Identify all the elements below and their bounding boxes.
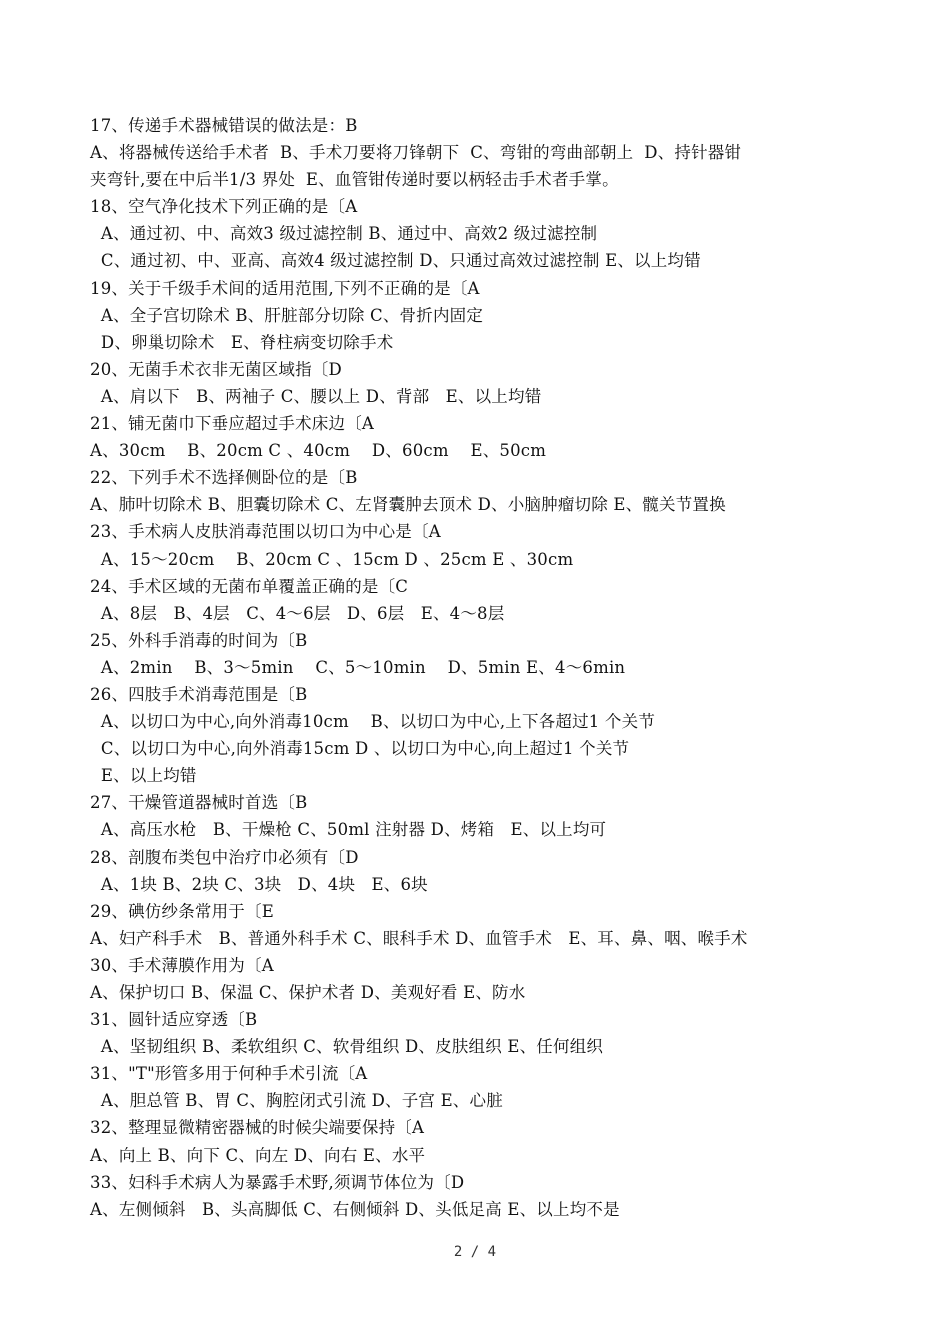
- text-line: A、左侧倾斜 B、头高脚低 C、右侧倾斜 D、头低足高 E、以上均不是: [90, 1199, 620, 1219]
- text-line: 23、手术病人皮肤消毒范围以切口为中心是〔A: [90, 522, 441, 542]
- text-line: 夹弯针,要在中后半1/3 界处 E、血管钳传递时要以柄轻击手术者手掌。: [90, 170, 619, 190]
- text-line: C、通过初、中、亚高、高效4 级过滤控制 D、只通过高效过滤控制 E、以上均错: [90, 251, 701, 271]
- text-line: 27、干燥管道器械时首选〔B: [90, 793, 308, 813]
- text-line: 20、无菌手术衣非无菌区域指〔D: [90, 359, 342, 379]
- text-line: A、通过初、中、高效3 级过滤控制 B、通过中、高效2 级过滤控制: [90, 224, 598, 244]
- text-line: A、将器械传送给手术者 B、手术刀要将刀锋朝下 C、弯钳的弯曲部朝上 D、持针器钳: [90, 143, 742, 163]
- text-line: A、保护切口 B、保温 C、保护术者 D、美观好看 E、防水: [90, 983, 526, 1002]
- text-line: 24、手术区域的无菌布单覆盖正确的是〔C: [90, 576, 409, 596]
- text-line: E、以上均错: [90, 766, 197, 786]
- text-line: 30、手术薄膜作用为〔A: [90, 955, 274, 975]
- text-line: 28、剖腹布类包中治疗巾必须有〔D: [90, 847, 359, 867]
- text-line: A、30cm B、20cm C 、40cm D、60cm E、50cm: [90, 441, 547, 461]
- text-line: 26、四肢手术消毒范围是〔B: [90, 684, 308, 704]
- text-line: A、2min B、3～5min C、5～10min D、5min E、4～6min: [90, 657, 626, 677]
- text-line: A、1块 B、2块 C、3块 D、4块 E、6块: [90, 874, 428, 894]
- text-line: A、15～20cm B、20cm C 、15cm D 、25cm E 、30cm: [90, 549, 574, 569]
- text-line: D、卵巢切除术 E、脊柱病变切除手术: [90, 332, 394, 352]
- text-line: 17、传递手术器械错误的做法是：B: [90, 116, 358, 135]
- text-line: 31、"T"形管多用于何种手术引流〔A: [90, 1064, 368, 1084]
- text-line: A、坚韧组织 B、柔软组织 C、软骨组织 D、皮肤组织 E、任何组织: [90, 1037, 604, 1057]
- text-line: A、高压水枪 B、干燥枪 C、50ml 注射器 D、烤箱 E、以上均可: [90, 820, 607, 840]
- text-line: A、肺叶切除术 B、胆囊切除术 C、左肾囊肿去顶术 D、小脑肿瘤切除 E、髋关节置换: [90, 495, 726, 515]
- text-line: A、向上 B、向下 C、向左 D、向右 E、水平: [90, 1145, 426, 1165]
- text-line: A、8层 B、4层 C、4～6层 D、6层 E、4～8层: [90, 603, 505, 623]
- text-line: 25、外科手消毒的时间为〔B: [90, 630, 308, 650]
- text-line: 32、整理显微精密器械的时候尖端要保持〔A: [90, 1118, 425, 1138]
- text-line: 29、碘仿纱条常用于〔E: [90, 901, 274, 921]
- text-line: 22、下列手术不选择侧卧位的是〔B: [90, 468, 358, 488]
- question-list: [90, 112, 890, 1223]
- page-number: 2 / 4: [453, 1244, 497, 1260]
- text-line: 33、妇科手术病人为暴露手术野,须调节体位为〔D: [90, 1172, 465, 1192]
- text-line: 21、铺无菌巾下垂应超过手术床边〔A: [90, 414, 375, 434]
- text-line: A、胆总管 B、胃 C、胸腔闭式引流 D、子宫 E、心脏: [90, 1091, 503, 1111]
- text-line: 19、关于千级手术间的适用范围,下列不正确的是〔A: [90, 278, 480, 298]
- text-line: C、以切口为中心,向外消毒15cm D 、以切口为中心,向上超过1 个关节: [90, 739, 630, 759]
- text-line: A、以切口为中心,向外消毒10cm B、以切口为中心,上下各超过1 个关节: [90, 712, 656, 732]
- text-line: A、全子宫切除术 B、肝脏部分切除 C、骨折内固定: [90, 305, 484, 325]
- text-line: A、妇产科手术 B、普通外科手术 C、眼科手术 D、血管手术 E、耳、鼻、咽、喉手术: [90, 928, 748, 948]
- text-line: A、肩以下 B、两袖子 C、腰以上 D、背部 E、以上均错: [90, 386, 542, 406]
- text-line: 18、空气净化技术下列正确的是〔A: [90, 197, 358, 217]
- text-line: 31、圆针适应穿透〔B: [90, 1010, 258, 1030]
